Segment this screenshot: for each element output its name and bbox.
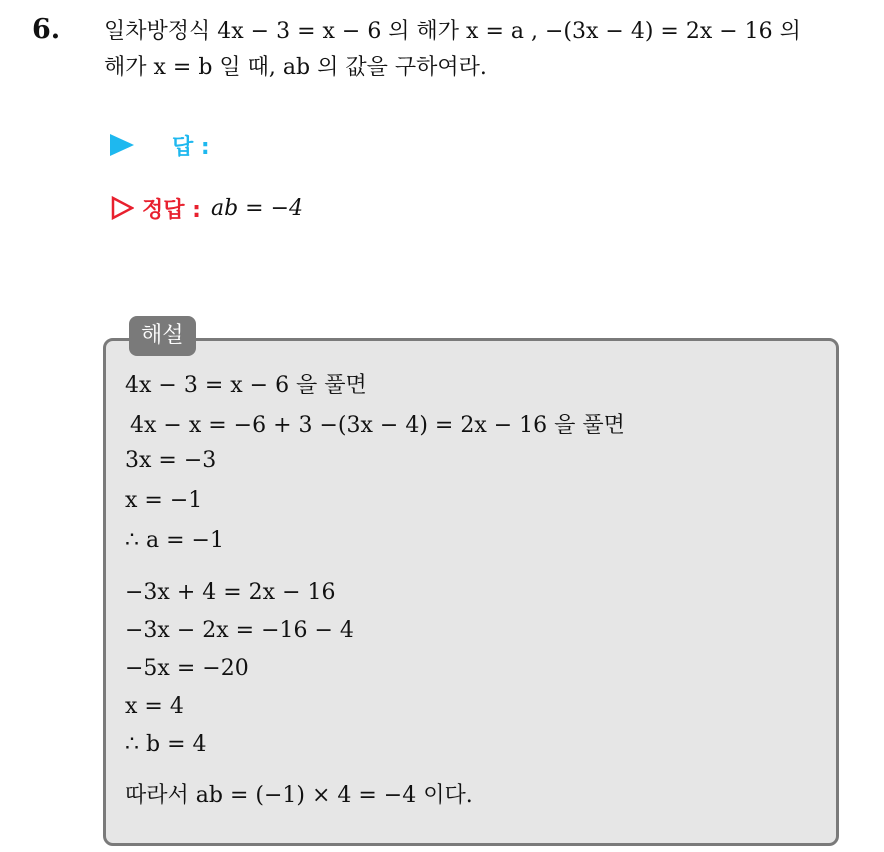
correct-answer-row [110, 190, 303, 226]
question-text [104, 14, 874, 86]
solution-line: x = 4 [125, 694, 184, 719]
question-line-2: 해가 x = b 일 때, ab 의 값을 구하여라. [104, 55, 487, 80]
solution-line: 4x − 3 = x − 6 을 풀면 [125, 373, 367, 398]
outline-play-icon [110, 196, 134, 220]
problem-number: 6. [32, 14, 61, 45]
solution-line: −3x − 2x = −16 − 4 [125, 618, 354, 643]
solution-line: −5x = −20 [125, 656, 249, 681]
solution-line: −3x + 4 = 2x − 16 [125, 580, 336, 605]
solution-line: 3x = −3 [125, 448, 217, 473]
solution-line: ∴ b = 4 [125, 732, 207, 757]
solution-line: 따라서 ab = (−1) × 4 = −4 이다. [125, 783, 473, 808]
solution-line: ∴ a = −1 [125, 528, 224, 553]
correct-answer-value: ab = −4 [210, 195, 304, 221]
answer-row [110, 127, 210, 163]
question-line-1: 일차방정식 4x − 3 = x − 6 의 해가 x = a , −(3x − 4) = 2x − 16 의 [104, 19, 801, 44]
answer-label: 답 : [172, 134, 210, 160]
solution-line: x = −1 [125, 488, 203, 513]
solution-line: 4x − x = −6 + 3 −(3x − 4) = 2x − 16 을 풀면 [130, 413, 625, 438]
play-icon [110, 134, 134, 156]
correct-answer-label: 정답 : [142, 197, 201, 223]
solution-tag: 해설 [129, 316, 196, 356]
